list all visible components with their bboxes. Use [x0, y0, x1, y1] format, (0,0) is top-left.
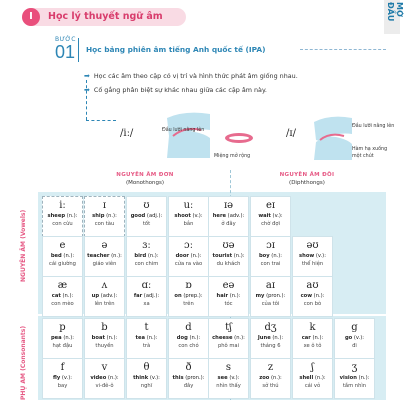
ipa-symbol: f — [60, 362, 65, 373]
example-word: up (adv.): — [91, 293, 118, 299]
side-tab-label: MỞ ĐẦU — [386, 2, 404, 22]
ipa-cell[interactable] — [334, 318, 375, 359]
example-word-text: dog — [176, 335, 188, 341]
example-word-text: boy — [258, 253, 270, 259]
example-word-text: see — [217, 375, 228, 381]
ipa-symbol: ʌ — [101, 280, 108, 291]
example-meaning: nghĩ — [140, 383, 153, 389]
example-word: hair (n.): — [216, 293, 241, 299]
example-word-text: cat — [51, 293, 61, 299]
ipa-cell[interactable] — [84, 276, 125, 317]
example-word: fly (v.): — [53, 375, 72, 381]
example-word: this (pron.): — [172, 375, 205, 381]
example-word: dog (n.): — [176, 335, 201, 341]
ipa-symbol: eə — [222, 280, 235, 291]
ipa-cell[interactable] — [250, 318, 291, 359]
ipa-symbol: iː — [59, 200, 66, 211]
ipa-cell[interactable] — [208, 358, 249, 399]
example-word: tourist (n.): — [212, 253, 245, 259]
example-word: June (n.): — [257, 335, 284, 341]
example-meaning: con bò — [303, 301, 322, 307]
example-meaning: xa — [143, 301, 150, 307]
example-word: think (v.): — [133, 375, 160, 381]
ipa-symbol: dʒ — [264, 322, 277, 333]
section-title: Học lý thuyết ngữ âm — [48, 11, 163, 22]
ipa-symbol: d — [185, 322, 192, 333]
example-meaning: du khách — [216, 261, 241, 267]
ipa-cell[interactable] — [208, 276, 249, 317]
ipa-symbol: tʃ — [225, 322, 232, 333]
example-meaning: vi-đê-ô — [95, 383, 114, 389]
ipa-symbol: k — [309, 322, 316, 333]
step-title: Học bảng phiên âm tiếng Anh quốc tế (IPA) — [86, 45, 266, 54]
example-word: show (v.): — [299, 253, 326, 259]
example-meaning: lên trên — [94, 301, 115, 307]
example-word: boy (n.): — [258, 253, 283, 259]
ipa-cell[interactable] — [168, 358, 209, 399]
example-meaning: ở đây — [221, 221, 236, 227]
ipa-cell[interactable] — [292, 318, 333, 359]
connector-line — [86, 120, 116, 121]
ipa-cell[interactable] — [84, 318, 125, 359]
ipa-cell[interactable] — [250, 236, 291, 277]
example-word: teacher (n.): — [87, 253, 122, 259]
bullet-item: ➡ Cố gắng phân biệt sự khác nhau giữa các cặp âm này. — [84, 86, 267, 94]
ipa-symbol: θ — [143, 362, 150, 373]
example-meaning: sở thú — [262, 383, 279, 389]
example-word: cat (n.): — [51, 293, 74, 299]
example-meaning: con chim — [134, 261, 159, 267]
ipa-symbol: ɪə — [223, 200, 234, 211]
example-word-text: here — [212, 213, 227, 219]
ipa-cell[interactable] — [126, 196, 167, 237]
example-word: cow (n.): — [300, 293, 325, 299]
example-word-text: sheep — [47, 213, 66, 219]
example-meaning: con trai — [260, 261, 281, 267]
ipa-symbol: ð — [185, 362, 192, 373]
ipa-cell[interactable] — [126, 358, 167, 399]
bullet-item: ➡ Học các âm theo cặp có vị trí và hình thức phát âm giống nhau. — [84, 72, 298, 80]
example-word-text: car — [301, 335, 311, 341]
ipa-cell[interactable] — [250, 276, 291, 317]
ipa-cell[interactable] — [126, 318, 167, 359]
example-word-text: zoo — [259, 375, 270, 381]
ipa-cell[interactable] — [126, 276, 167, 317]
ipa-cell[interactable] — [208, 196, 249, 237]
ipa-symbol: ɔɪ — [266, 240, 275, 251]
connector-line — [86, 80, 87, 120]
example-word-text: ship — [92, 213, 105, 219]
example-word: my (pron.): — [255, 293, 286, 299]
example-word: cheese (n.): — [212, 335, 245, 341]
ipa-symbol: e — [59, 240, 66, 251]
example-meaning: tóc — [224, 301, 233, 307]
example-meaning: cái giường — [49, 261, 76, 267]
step-number: 01 — [55, 42, 76, 62]
example-word-text: far — [133, 293, 143, 299]
example-word: on (prep.): — [174, 293, 203, 299]
ipa-cell[interactable] — [292, 236, 333, 277]
example-word: pea (n.): — [50, 335, 75, 341]
example-meaning: nhìn thấy — [216, 383, 241, 389]
ipa-symbol: s — [225, 362, 232, 373]
ipa-cell[interactable] — [42, 236, 83, 277]
ipa-symbol: eɪ — [265, 200, 276, 211]
example-meaning: hạt đậu — [52, 343, 73, 349]
example-word-text: cow — [300, 293, 313, 299]
ipa-symbol: ə — [101, 240, 108, 251]
arrow-right-icon: ➡ — [84, 86, 90, 94]
ipa-cell[interactable] — [168, 318, 209, 359]
example-word: zoo (n.): — [259, 375, 282, 381]
example-word-text: on — [174, 293, 182, 299]
ipa-symbol: aɪ — [265, 280, 276, 291]
section-number: I — [22, 8, 40, 26]
example-meaning: của tôi — [261, 301, 280, 307]
example-word: see (v.): — [217, 375, 240, 381]
example-meaning: giáo viên — [92, 261, 117, 267]
ipa-cell[interactable] — [84, 196, 125, 237]
example-meaning: tầm nhìn — [342, 383, 367, 389]
ipa-symbol-right: /ɪ/ — [286, 128, 296, 139]
label-tongue-right: Đầu lưỡi nâng lên — [352, 124, 395, 129]
example-word: tea (n.): — [135, 335, 158, 341]
ipa-symbol: g — [351, 322, 358, 333]
example-word-text: my — [255, 293, 265, 299]
ipa-cell[interactable] — [126, 236, 167, 277]
example-word-text: shoot — [174, 213, 191, 219]
ipa-cell[interactable] — [168, 236, 209, 277]
ipa-symbol: b — [101, 322, 108, 333]
example-word: car (n.): — [301, 335, 324, 341]
example-meaning: con cừu — [52, 221, 73, 227]
arrow-right-icon: ➡ — [84, 72, 90, 80]
ipa-cell[interactable] — [292, 276, 333, 317]
example-word: vision (n.): — [339, 375, 370, 381]
ipa-symbol: v — [101, 362, 108, 373]
ipa-cell[interactable] — [42, 358, 83, 399]
example-meaning: tốt — [142, 221, 151, 227]
example-word-text: boat — [91, 335, 105, 341]
example-meaning: tháng 6 — [260, 343, 281, 349]
example-word: shoot (v.): — [174, 213, 203, 219]
example-word-text: cheese — [212, 335, 233, 341]
example-meaning: bay — [57, 383, 68, 389]
example-meaning: con mèo — [51, 301, 74, 307]
ipa-symbol: aʊ — [306, 280, 319, 291]
example-word-text: teacher — [87, 253, 110, 259]
example-meaning: con chó — [178, 343, 199, 349]
ipa-symbol: uː — [183, 200, 194, 211]
example-word: good (adj.): — [130, 213, 163, 219]
step-label: BƯỚC — [55, 36, 76, 43]
example-word: door (n.): — [175, 253, 202, 259]
example-meaning: con tàu — [94, 221, 115, 227]
dotted-divider — [300, 49, 386, 50]
side-tab[interactable] — [384, 0, 404, 34]
example-meaning: trên — [183, 301, 194, 307]
example-word-text: go — [344, 335, 353, 341]
example-word-text: bird — [134, 253, 147, 259]
example-word: sheep (n.): — [47, 213, 78, 219]
ipa-symbol: ɔː — [184, 240, 193, 251]
ipa-cell[interactable] — [292, 358, 333, 399]
example-meaning: xe ô tô — [303, 343, 322, 349]
ipa-symbol: z — [267, 362, 274, 373]
ipa-cell[interactable] — [84, 236, 125, 277]
example-meaning: cửa ra vào — [174, 261, 203, 267]
label-jaw: Hàm hạ xuống một chút — [352, 147, 388, 159]
example-word-text: fly — [53, 375, 61, 381]
ipa-symbol: ʊ — [143, 200, 150, 211]
example-word-text: vision — [339, 375, 357, 381]
ipa-symbol: ɑː — [141, 280, 152, 291]
example-word-text: wait — [258, 213, 271, 219]
ipa-cell[interactable] — [250, 358, 291, 399]
example-word: bird (n.): — [134, 253, 159, 259]
ipa-cell[interactable] — [250, 196, 291, 237]
label-mouth: Miệng mở rộng — [214, 154, 251, 159]
example-word-text: tourist — [212, 253, 233, 259]
example-meaning: cái vỏ — [304, 383, 321, 389]
example-meaning: thuyền — [95, 343, 114, 349]
example-word-text: good — [130, 213, 146, 219]
ipa-symbol: ʊə — [222, 240, 235, 251]
example-word-text: hair — [216, 293, 229, 299]
example-meaning: phô mai — [217, 343, 240, 349]
ipa-symbol: ɜː — [142, 240, 151, 251]
ipa-cell[interactable] — [168, 196, 209, 237]
example-word: far (adj.): — [133, 293, 160, 299]
example-meaning: bắn — [183, 221, 194, 227]
ipa-symbol: p — [59, 322, 66, 333]
example-word: wait (v.): — [258, 213, 283, 219]
example-word-text: June — [257, 335, 271, 341]
example-meaning: đi — [352, 343, 357, 349]
example-word-text: pea — [50, 335, 62, 341]
example-meaning: trà — [142, 343, 151, 349]
ipa-symbol: ʒ — [351, 362, 358, 373]
example-word-text: up — [91, 293, 100, 299]
example-word: shell (n.): — [299, 375, 326, 381]
example-word-text: show — [299, 253, 315, 259]
ipa-symbol: t — [144, 322, 149, 333]
monophthongs-header: NGUYÊN ÂM ĐƠN (Monothongs) — [116, 172, 174, 186]
ipa-cell[interactable] — [208, 318, 249, 359]
example-word-text: this — [172, 375, 184, 381]
example-word: here (adv.): — [212, 213, 245, 219]
example-word: go (v.): — [344, 335, 365, 341]
example-meaning: đây — [183, 383, 194, 389]
example-word-text: bed — [50, 253, 62, 259]
example-word-text: tea — [135, 335, 146, 341]
ipa-symbol: ɒ — [185, 280, 192, 291]
section-header — [22, 8, 186, 26]
ipa-cell[interactable] — [42, 276, 83, 317]
ipa-symbol: ʃ — [311, 362, 314, 373]
example-meaning: thể hiện — [301, 261, 324, 267]
example-meaning: chờ đợi — [261, 221, 280, 227]
vowels-side-label: NGUYÊN ÂM (Vowels) — [20, 209, 27, 282]
ipa-symbol-left: /iː/ — [120, 128, 134, 139]
example-word-text: video — [90, 375, 107, 381]
label-tongue-left: Đầu lưỡi nâng lên — [162, 128, 205, 133]
example-word: video (n.): — [90, 375, 119, 381]
ipa-cell[interactable] — [208, 236, 249, 277]
diphthongs-header: NGUYÊN ÂM ĐÔI (Diphthongs) — [279, 172, 335, 186]
example-word: boat (n.): — [91, 335, 118, 341]
ipa-symbol: æ — [57, 280, 68, 291]
example-word-text: shell — [299, 375, 314, 381]
ipa-cell[interactable] — [42, 196, 83, 237]
consonants-side-label: PHỤ ÂM (Consonants) — [20, 325, 27, 400]
example-word-text: think — [133, 375, 149, 381]
ipa-cell[interactable] — [42, 318, 83, 359]
ipa-cell[interactable] — [168, 276, 209, 317]
example-word: ship (n.): — [92, 213, 117, 219]
example-word: bed (n.): — [50, 253, 75, 259]
example-word-text: door — [175, 253, 189, 259]
step-divider — [78, 38, 79, 62]
ipa-cell[interactable] — [84, 358, 125, 399]
ipa-cell[interactable] — [334, 358, 375, 399]
ipa-symbol: əʊ — [306, 240, 319, 251]
ipa-symbol: ɪ — [102, 200, 107, 211]
